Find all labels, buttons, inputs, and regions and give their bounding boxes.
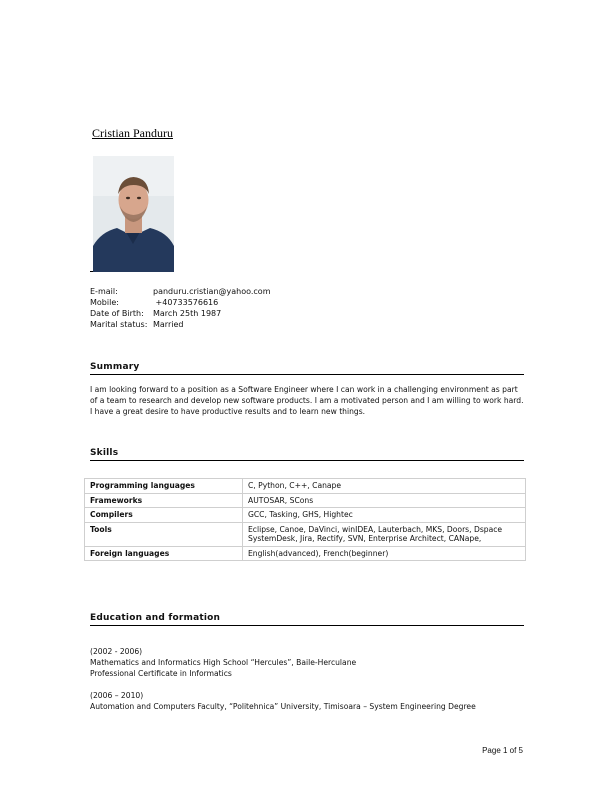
education-period: (2002 - 2006)	[90, 647, 143, 656]
education-institution: Mathematics and Informatics High School “Hercules”, Baile-Herculane	[90, 658, 357, 667]
table-row	[85, 493, 526, 508]
contact-row-dob	[90, 308, 271, 319]
name-underline-mark	[90, 271, 93, 272]
skill-value: English(advanced), French(beginner)	[243, 546, 526, 561]
marital-value: Married	[153, 320, 184, 329]
skill-value: C, Python, C++, Canape	[243, 479, 526, 494]
dob-value: March 25th 1987	[153, 309, 222, 318]
skill-value: AUTOSAR, SCons	[243, 493, 526, 508]
candidate-name: Cristian Panduru	[92, 126, 173, 140]
education-institution: Automation and Computers Faculty, “Politehnica” University, Timisoara – System Engineering Degree	[90, 702, 476, 711]
contact-row-marital	[90, 319, 271, 330]
skill-key: Frameworks	[85, 493, 243, 508]
mobile-value: +40733576616	[153, 298, 219, 307]
table-row	[85, 546, 526, 561]
profile-photo	[93, 156, 174, 272]
contact-row-email	[90, 286, 271, 297]
education-entry	[90, 690, 524, 712]
skills-heading: Skills	[90, 448, 524, 461]
summary-heading: Summary	[90, 362, 524, 375]
education-degree: Professional Certificate in Informatics	[90, 669, 232, 678]
summary-text: I am looking forward to a position as a Software Engineer where I can work in a challenging environment as part of a team to research and develop new software products. I am a motivated person and I am willing to work hard. I have a great desire to have productive results and to learn new things.	[90, 385, 524, 416]
skill-key: Compilers	[85, 508, 243, 523]
contact-label: Mobile:	[90, 298, 119, 307]
skill-key: Foreign languages	[85, 546, 243, 561]
skills-table	[84, 478, 526, 561]
contact-label: Marital status:	[90, 320, 148, 329]
table-row	[85, 479, 526, 494]
education-entry	[90, 646, 524, 679]
education-period: (2006 – 2010)	[90, 691, 144, 700]
skill-key: Programming languages	[85, 479, 243, 494]
contact-block	[90, 286, 271, 330]
skill-value: GCC, Tasking, GHS, Hightec	[243, 508, 526, 523]
table-row	[85, 522, 526, 546]
education-heading: Education and formation	[90, 613, 524, 626]
contact-label: E-mail:	[90, 287, 118, 296]
skill-value: Eclipse, Canoe, DaVinci, winIDEA, Lauterbach, MKS, Doors, Dspace SystemDesk, Jira, Rectify, SVN, Enterprise Architect, CANape,	[243, 522, 526, 546]
contact-row-mobile	[90, 297, 271, 308]
table-row	[85, 508, 526, 523]
contact-label: Date of Birth:	[90, 309, 144, 318]
email-value[interactable]: panduru.cristian@yahoo.com	[153, 287, 271, 296]
skill-key: Tools	[85, 522, 243, 546]
page-number: Page 1 of 5	[482, 746, 523, 755]
